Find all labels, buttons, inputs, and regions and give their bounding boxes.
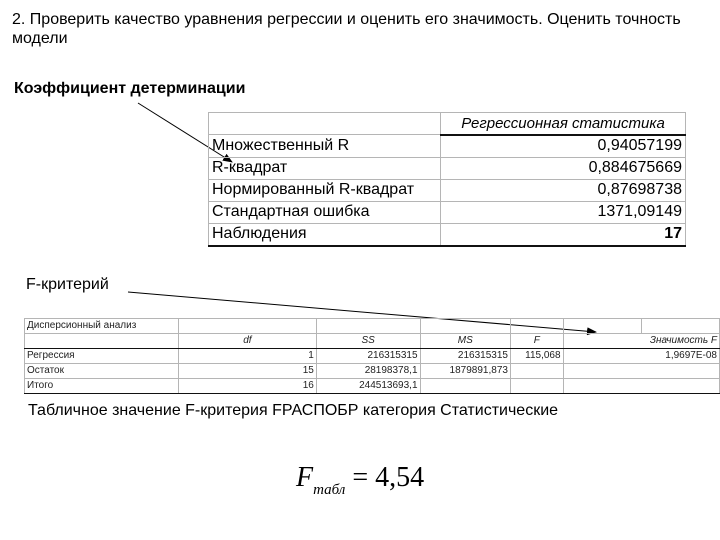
cell-df: 15 (178, 364, 316, 379)
table-row (25, 379, 720, 394)
cell-f: 115,068 (510, 349, 563, 364)
cell-significance: 1,9697E-08 (563, 349, 719, 364)
stat-label: Стандартная ошибка (209, 201, 441, 223)
stat-label: R-квадрат (209, 157, 441, 179)
stat-value: 0,87698738 (441, 179, 686, 201)
table-value-text: Табличное значение F-критерия FРАСПОБР категория Статистические (28, 402, 559, 419)
row-label: Итого (25, 379, 179, 394)
header-ss: SS (316, 334, 420, 349)
cell-ms: 1879891,873 (420, 364, 510, 379)
stat-value: 17 (441, 223, 686, 246)
anova-header-row (25, 334, 720, 349)
formula-symbol: F (296, 462, 314, 493)
table-row (209, 157, 686, 179)
f-criterion-label: F-критерий (26, 276, 109, 293)
formula-value: 4,54 (375, 462, 425, 493)
determination-label: Коэффициент детерминации (14, 80, 246, 97)
header-f: F (510, 334, 563, 349)
stat-label: Нормированный R-квадрат (209, 179, 441, 201)
cell-ms: 216315315 (420, 349, 510, 364)
row-label: Регрессия (25, 349, 179, 364)
stat-value: 1371,09149 (441, 201, 686, 223)
cell-significance (563, 379, 719, 394)
table-row (209, 201, 686, 223)
stat-value: 0,884675669 (441, 157, 686, 179)
stat-value: 0,94057199 (441, 135, 686, 158)
anova-table (24, 318, 720, 394)
cell-f (510, 379, 563, 394)
cell-ss: 28198378,1 (316, 364, 420, 379)
table-row (25, 364, 720, 379)
regression-statistics-table (208, 112, 686, 247)
task-heading: 2. Проверить качество уравнения регрессии и оценить его значимость. Оценить точность модели (12, 11, 681, 47)
formula-subscript: табл (313, 482, 346, 498)
table-row (209, 223, 686, 246)
cell-ms (420, 379, 510, 394)
anova-title: Дисперсионный анализ (25, 319, 179, 334)
cell-ss: 244513693,1 (316, 379, 420, 394)
cell-ss: 216315315 (316, 349, 420, 364)
regression-stats-title: Регрессионная статистика (441, 113, 686, 135)
stat-label: Множественный R (209, 135, 441, 158)
header-ms: MS (420, 334, 510, 349)
table-row (209, 179, 686, 201)
header-significance: Значимость F (563, 334, 719, 349)
table-row (209, 135, 686, 158)
formula-equals: = (352, 462, 369, 493)
row-label: Остаток (25, 364, 179, 379)
cell-f (510, 364, 563, 379)
cell-significance (563, 364, 719, 379)
stat-label: Наблюдения (209, 223, 441, 246)
cell-df: 16 (178, 379, 316, 394)
table-row (25, 349, 720, 364)
f-table-formula (296, 462, 425, 498)
cell-df: 1 (178, 349, 316, 364)
header-df: df (178, 334, 316, 349)
